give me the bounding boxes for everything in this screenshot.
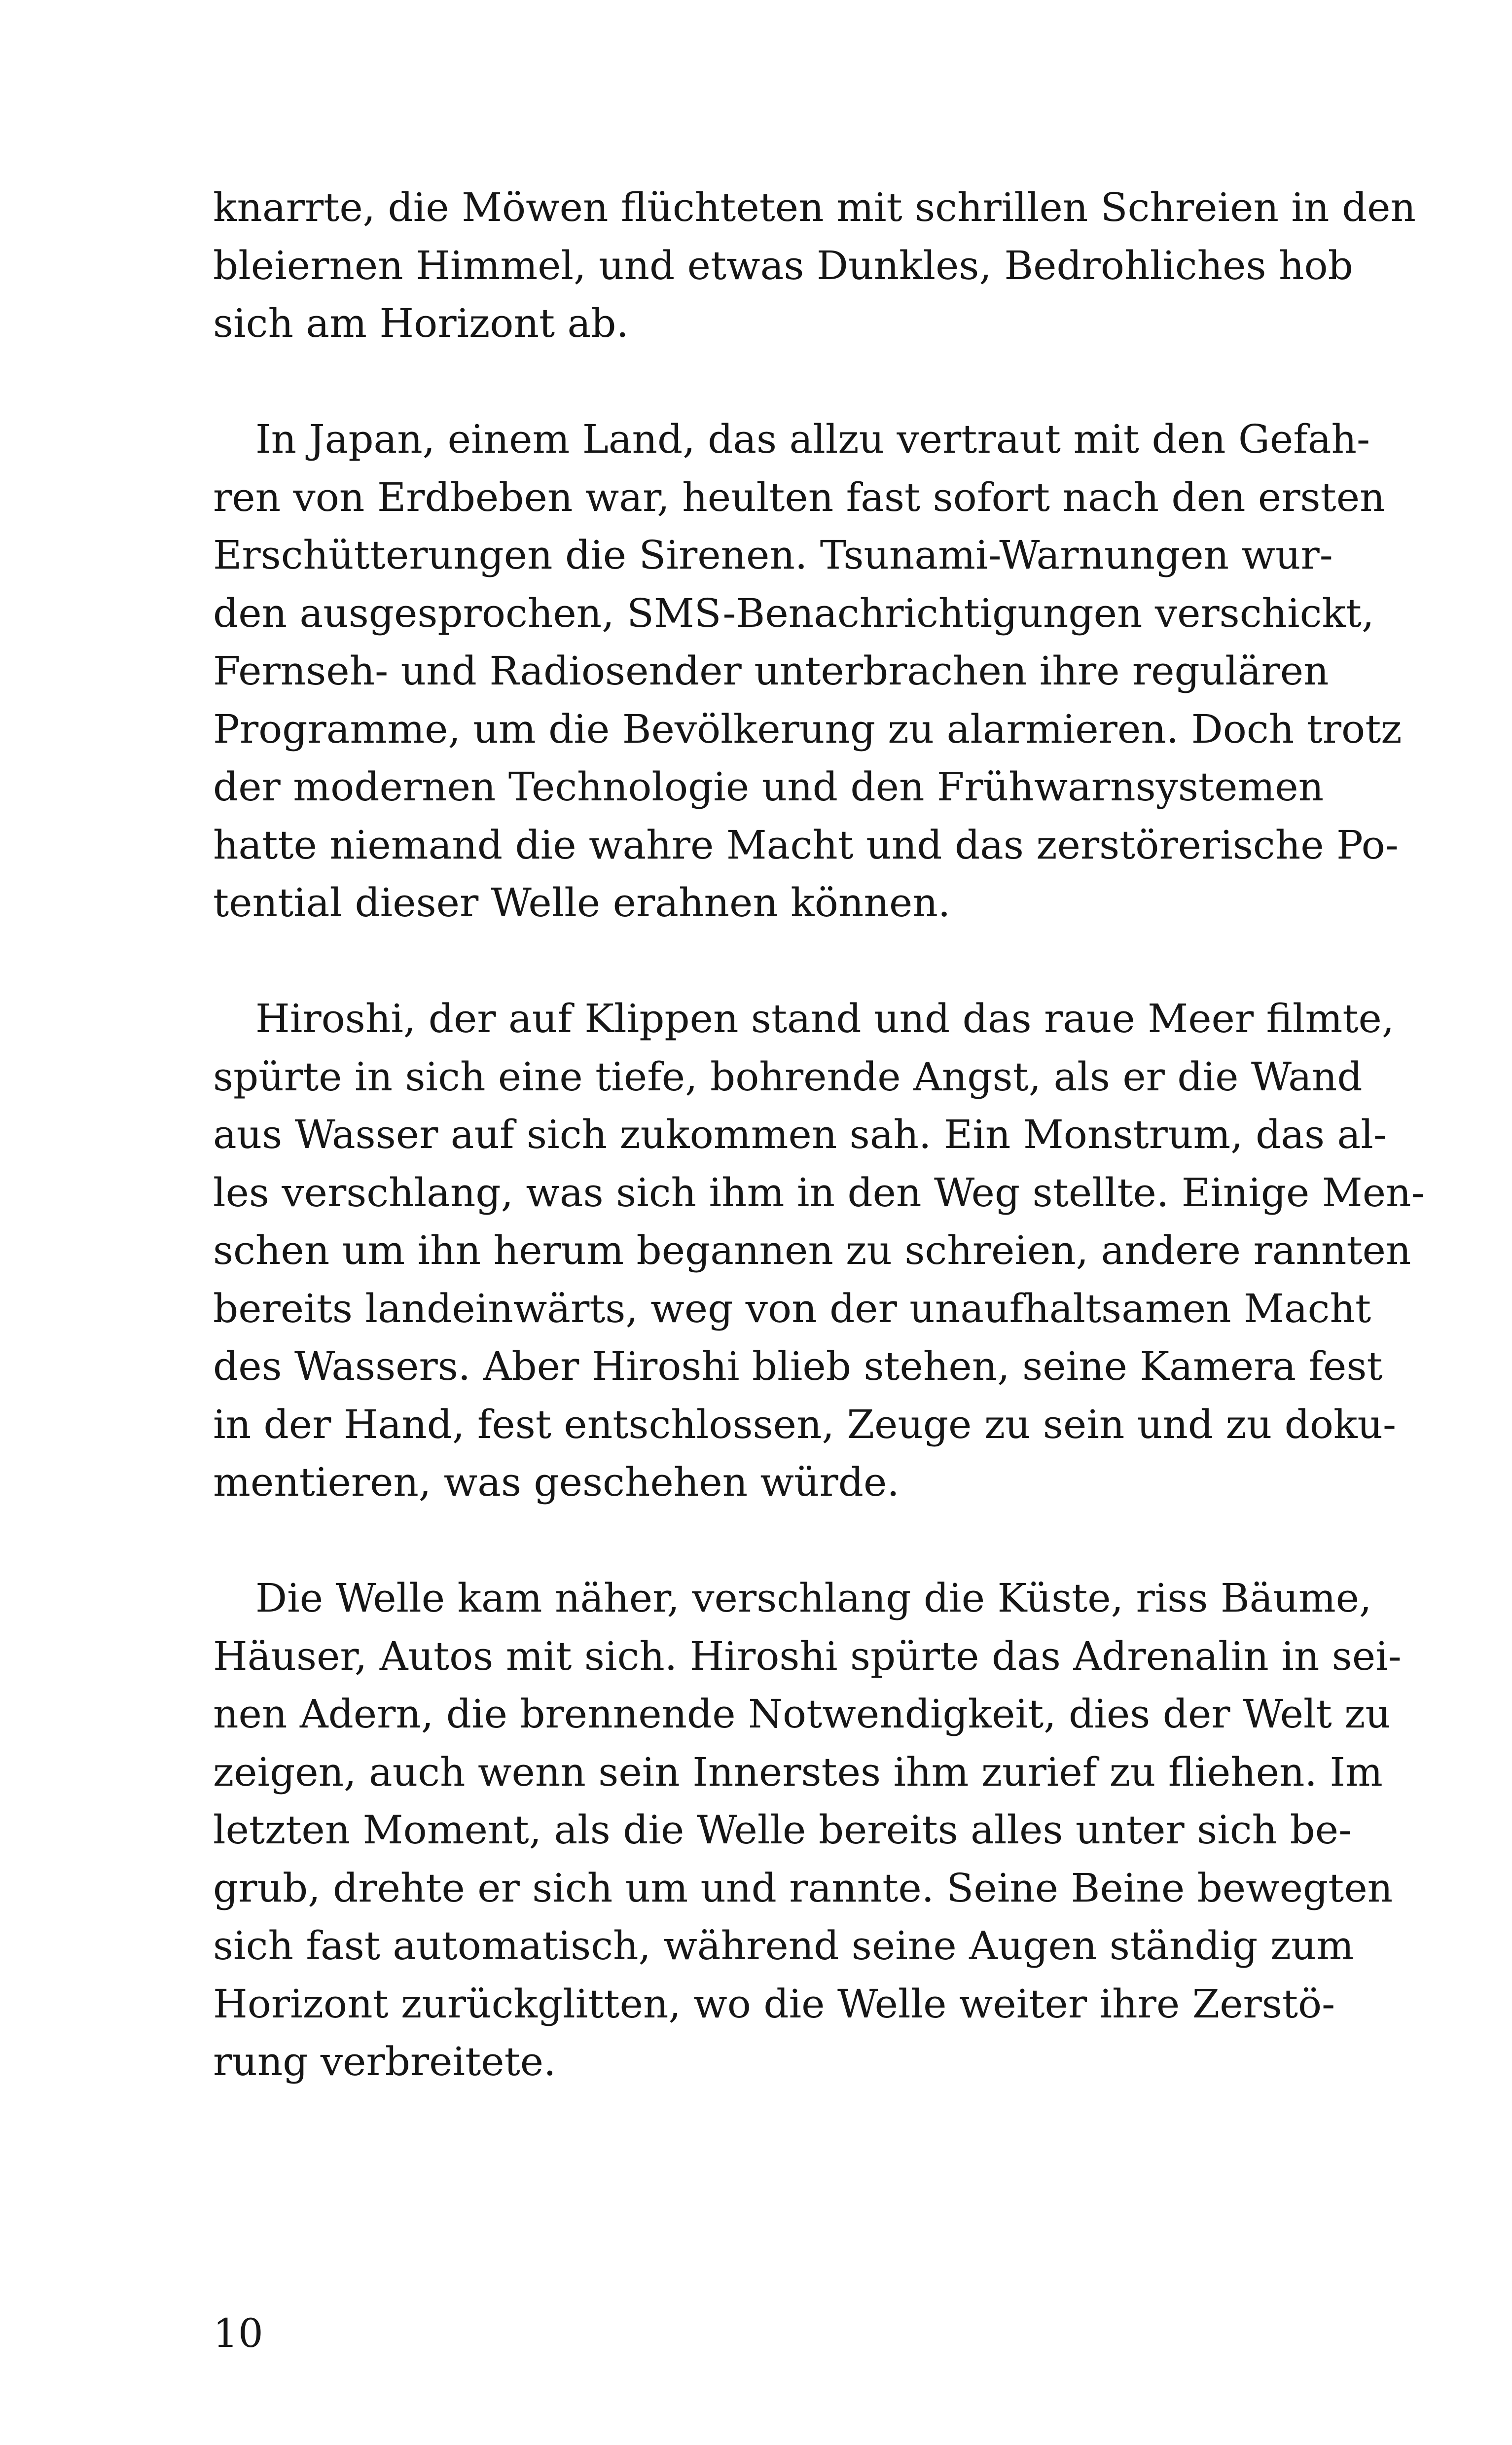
text-line: bleiernen Himmel, und etwas Dunkles, Bedrohliches hob <box>213 242 1353 288</box>
text-line: schen um ihn herum begannen zu schreien, andere rannten <box>213 1227 1411 1273</box>
text-line: Die Welle kam näher, verschlang die Küste, riss Bäume, <box>255 1575 1372 1621</box>
text-line: Fernseh- und Radiosender unterbrachen ihre regulären <box>213 648 1329 694</box>
text-line: Häuser, Autos mit sich. Hiroshi spürte das Adrenalin in sei- <box>213 1633 1402 1679</box>
text-line: letzten Moment, als die Welle bereits alles unter sich be- <box>213 1807 1352 1853</box>
text-line: sich am Horizont ab. <box>213 300 629 346</box>
text-line: zeigen, auch wenn sein Innerstes ihm zurief zu fliehen. Im <box>213 1749 1383 1795</box>
text-line: nen Adern, die brennende Notwendigkeit, dies der Welt zu <box>213 1691 1391 1737</box>
text-line: tential dieser Welle erahnen können. <box>213 880 951 926</box>
text-line: In Japan, einem Land, das allzu vertraut mit den Gefah- <box>255 416 1370 462</box>
text-line: mentieren, was geschehen würde. <box>213 1459 900 1505</box>
text-line: den ausgesprochen, SMS-Benachrichtigungen verschickt, <box>213 590 1374 636</box>
page-number: 10 <box>213 2310 263 2356</box>
text-line: les verschlang, was sich ihm in den Weg stellte. Einige Men- <box>213 1169 1425 1216</box>
text-line: ren von Erdbeben war, heulten fast sofort nach den ersten <box>213 474 1385 520</box>
paragraph-3 <box>213 990 1425 1511</box>
text-line: Programme, um die Bevölkerung zu alarmieren. Doch trotz <box>213 706 1402 752</box>
text-line: hatte niemand die wahre Macht und das zerstörerische Po- <box>213 822 1399 868</box>
paragraph-1 <box>213 179 1416 353</box>
text-line: knarrte, die Möwen flüchteten mit schrillen Schreien in den <box>213 184 1416 230</box>
text-line: bereits landeinwärts, weg von der unaufhaltsamen Macht <box>213 1285 1371 1331</box>
body-text <box>213 179 1425 2149</box>
text-line: der modernen Technologie und den Frühwarnsystemen <box>213 764 1324 810</box>
text-line: spürte in sich eine tiefe, bohrende Angst, als er die Wand <box>213 1053 1363 1100</box>
paragraph-4 <box>213 1569 1402 2091</box>
text-line: rung verbreitete. <box>213 2039 556 2085</box>
text-line: Horizont zurückglitten, wo die Welle weiter ihre Zerstö- <box>213 1980 1335 2027</box>
text-line: des Wassers. Aber Hiroshi blieb stehen, seine Kamera fest <box>213 1343 1383 1389</box>
text-line: grub, drehte er sich um und rannte. Seine Beine bewegten <box>213 1865 1393 1911</box>
paragraph-2 <box>213 410 1402 932</box>
text-line: Hiroshi, der auf Klippen stand und das raue Meer filmte, <box>255 996 1395 1042</box>
text-line: in der Hand, fest entschlossen, Zeuge zu sein und zu doku- <box>213 1401 1397 1447</box>
text-line: sich fast automatisch, während seine Augen ständig zum <box>213 1923 1354 1969</box>
text-line: Erschütterungen die Sirenen. Tsunami-Warnungen wur- <box>213 532 1333 578</box>
text-line: aus Wasser auf sich zukommen sah. Ein Monstrum, das al- <box>213 1112 1387 1157</box>
